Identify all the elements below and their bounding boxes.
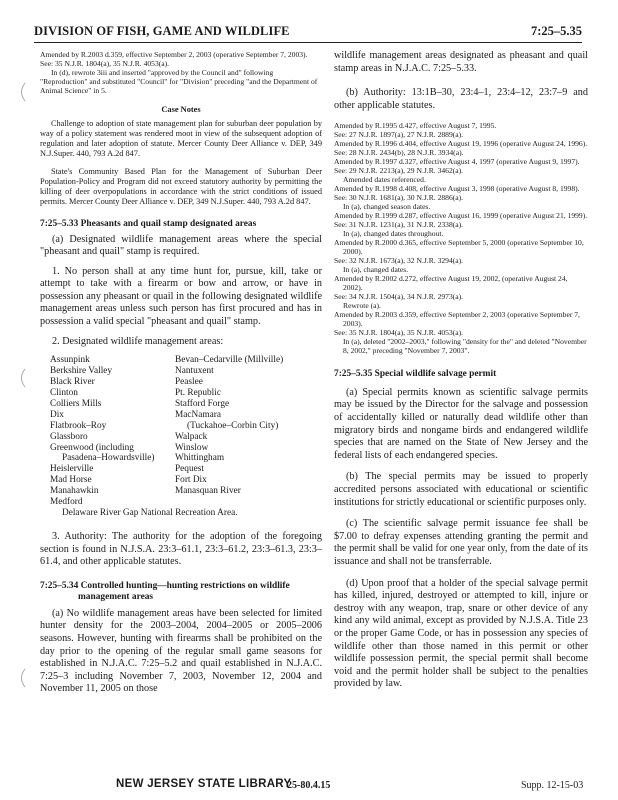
section-heading-5-35: 7:25–5.35 Special wildlife salvage permit [334, 369, 497, 380]
history-line: Amended by R.1998 d.408, effective August 3, 1998 (operative August 8, 1998). [334, 184, 580, 194]
history-line: Rewrote (a). [343, 301, 381, 311]
area-name: Whittingham [175, 453, 225, 464]
area-name: Walpack [175, 431, 208, 442]
history-line: Amended by R.2000 d.365, effective September 5, 2000 (operative September 10, 2000). [334, 238, 584, 257]
paragraph-a-5-35: (a) Special permits known as scientific salvage permits may be issued by the Director for the salvage and possession of accidentally killed or naturally dead wildlife other than migratory birds and nongame birds and endangered wildlife species that are named on the State of New Jersey and the federal lists of each endangered species. [334, 386, 588, 461]
area-name: Bevan–Cedarville (Millville) [175, 355, 284, 366]
history-line: See: 28 N.J.R. 2434(b), 28 N.J.R. 3934(a). [334, 148, 464, 158]
history-line: Amended by R.1995 d.427, effective August 7, 1995. [334, 121, 497, 131]
designated-areas-list [50, 355, 322, 508]
punch-hole-mark [16, 368, 28, 388]
area-name: Berkshire Valley [50, 366, 113, 377]
area-name: Pt. Republic [175, 387, 221, 398]
history-line: Amended by R.1997 d.327, effective August 4, 1997 (operative August 9, 1997). [334, 157, 580, 167]
history-line: In (a), deleted "2002–2003," following "density for the" and deleted "November 8, 2002," preceding "November 7, 2003". [343, 337, 587, 356]
history-line: In (a), changed dates throughout. [343, 229, 444, 239]
area-name: Clinton [50, 387, 78, 398]
area-name: Winslow [175, 442, 209, 453]
paragraph-a: (a) Designated wildlife management areas where the special "pheasant and quail" stamp is required. [40, 233, 322, 258]
area-name: Fort Dix [175, 475, 207, 486]
paragraph-a-5-34: (a) No wildlife management areas have been selected for limited hunter density for the 2003–2004, 2004–2005 or 2005–2006 seasons. However, hunting with firearms shall be prohibited on the day prior to the opening of the regular small game seasons for established in N.J.A.C. 7:25–5.2 and quail established in N.J.A.C. 7:25–3 including November 7, 2003, November 12, 2004 and November 11, 2005 on those [40, 607, 322, 695]
history-line: See: 35 N.J.R. 1804(a), 35 N.J.R. 4053(a). [334, 328, 464, 338]
area-name: Peaslee [175, 377, 203, 388]
page-footer [0, 778, 618, 794]
area-name: Dix [50, 409, 64, 420]
area-name: (Tuckahoe–Corbin City) [187, 420, 279, 431]
header-title: DIVISION OF FISH, GAME AND WILDLIFE [34, 24, 290, 38]
section-heading-5-33: 7:25–5.33 Pheasants and quail stamp designated areas [40, 219, 257, 229]
punch-hole-mark [16, 82, 28, 102]
paragraph-d-5-35: (d) Upon proof that a holder of the special salvage permit has killed, injured, destroyed or attempted to kill, injure or destroy with any weapon, trap, snare or other device of any kind any wild animal, except as provided by N.J.S.A. Title 23 or the proper Game Code, or has in possession any species of wildlife other than those named in this permit or other wildlife possession permit, the special permit shall become void and the permit holder shall be subject to the penalties provided by law. [334, 577, 588, 690]
history-line: See: 27 N.J.R. 1897(a), 27 N.J.R. 2889(a). [334, 130, 464, 140]
section-heading-5-34: 7:25–5.34 Controlled hunting—hunting restrictions on wildlife management areas [40, 580, 290, 603]
history-line: See: 35 N.J.R. 1804(a), 35 N.J.R. 4053(a). [40, 59, 170, 68]
area-name: Manasquan River [175, 486, 241, 497]
authority-b: (b) Authority: 13:1B–30, 23:4–1, 23:4–12, 23:7–9 and other applicable statutes. [334, 87, 588, 111]
area-name: Greenwood (including [50, 442, 134, 453]
area-name: Nantuxent [175, 366, 214, 377]
case-note: Challenge to adoption of state management plan for suburban deer population by way of a policy statement was rendered moot in view of the subsequent adoption of regulation and later adoption of statute. Mercer County Deer Alliance v. DEP, 349 N.J.Super. 440, 793 A.2d 847. [40, 119, 322, 158]
history-line: See: 34 N.J.R. 1504(a), 34 N.J.R. 2973(a). [334, 292, 464, 302]
area-name: Delaware River Gap National Recreation Area. [62, 507, 238, 518]
library-stamp: NEW JERSEY STATE LIBRARY [116, 778, 292, 790]
case-note: State's Community Based Plan for the Management of Suburban Deer Population-Policy and Program did not exceed statutory authority by permitting the killing of deer overpopulations in accordance with the strict conditions of issued permits. Mercer County Deer Alliance v. DEP, 349 N.J.Super. 440, 793 A.2d 847. [40, 167, 322, 206]
area-name: Heislerville [50, 464, 94, 475]
history-line: See: 29 N.J.R. 2213(a), 29 N.J.R. 3462(a). [334, 166, 464, 176]
area-name: Stafford Forge [175, 398, 230, 409]
paragraph-1: 1. No person shall at any time hunt for, pursue, kill, take or attempt to take with a firearm or bow and arrow, or have in possession any pheasant or quail in the following designated wildlife management areas unless such person has first procured and has in possession a valid special "pheasant and quail" stamp. [40, 265, 322, 328]
area-name [175, 497, 322, 508]
area-name: Black River [50, 377, 95, 388]
page-number: 25-80.4.15 [287, 780, 331, 791]
area-name: MacNamara [175, 409, 221, 420]
history-line: In (a), changed season dates. [343, 202, 431, 212]
history-line: See: 31 N.J.R. 1231(a), 31 N.J.R. 2338(a). [334, 220, 464, 230]
area-name: Assunpink [50, 355, 90, 366]
area-name: Colliers Mills [50, 398, 102, 409]
history-line: Amended dates referenced. [343, 175, 426, 185]
history-note-right [334, 121, 588, 355]
right-column [334, 50, 588, 691]
history-line: In (a), changed dates. [343, 265, 409, 275]
area-name: Manahawkin [50, 486, 99, 497]
supplement-date: Supp. 12-15-03 [521, 780, 584, 791]
history-line: Amended by R.1999 d.287, effective August 16, 1999 (operative August 21, 1999). [334, 211, 588, 221]
area-name: Pasadena–Howardsville) [62, 453, 155, 464]
history-line: Amended by R.2003 d.359, effective September 2, 2003 (operative September 7, 2003). [40, 50, 308, 59]
paragraph-c-5-35: (c) The scientific salvage permit issuance fee shall be $7.00 to defray expenses attending granting the permit and the permit shall be valid for one year only, from the date of its issuance and shall not be transferrable. [334, 518, 588, 567]
paragraph-2: 2. Designated wildlife management areas: [52, 335, 224, 347]
area-name: Flatbrook–Roy [50, 420, 107, 431]
history-note-left [40, 50, 322, 95]
history-line: Amended by R.2002 d.272, effective August 19, 2002, (operative August 24, 2002). [334, 274, 568, 293]
history-line: See: 30 N.J.R. 1681(a), 30 N.J.R. 2886(a). [334, 193, 464, 203]
header-section-range: 7:25–5.35 [530, 24, 582, 38]
area-name: Medford [50, 497, 83, 508]
history-line: Amended by R.2003 d.359, effective September 2, 2003 (operative September 7, 2003). [334, 310, 580, 329]
area-name: Pequest [175, 464, 204, 475]
history-line: In (d), rewrote 3iii and inserted "approved by the Council and" following "Reproduction" and substituted "Council" for "Division" preceding "and the Department of Animal Science" in 5. [40, 68, 318, 95]
case-notes-heading: Case Notes [161, 105, 201, 114]
paragraph-b-5-35: (b) The special permits may be issued to properly accredited persons associated with educational or scientific institutions for strictly educational or scientific purposes only. [334, 471, 588, 508]
left-column [40, 50, 322, 696]
running-header [34, 24, 582, 43]
history-line: See: 32 N.J.R. 1673(a), 32 N.J.R. 3294(a). [334, 256, 464, 266]
history-line: Amended by R.1996 d.404, effective August 19, 1996 (operative August 24, 1996). [334, 139, 588, 149]
area-name: Glassboro [50, 431, 88, 442]
punch-hole-mark [16, 668, 28, 688]
area-name: Mad Horse [50, 475, 92, 486]
continued-text: wildlife management areas designated as pheasant and quail stamp areas in N.J.A.C. 7:25–5.33. [334, 50, 588, 74]
paragraph-3-authority: 3. Authority: The authority for the adoption of the foregoing section is found in N.J.S.A. 23:3–61.1, 23:3–61.2, 23:3–61.3, 23:3–61.4, and other applicable statutes. [40, 530, 322, 568]
